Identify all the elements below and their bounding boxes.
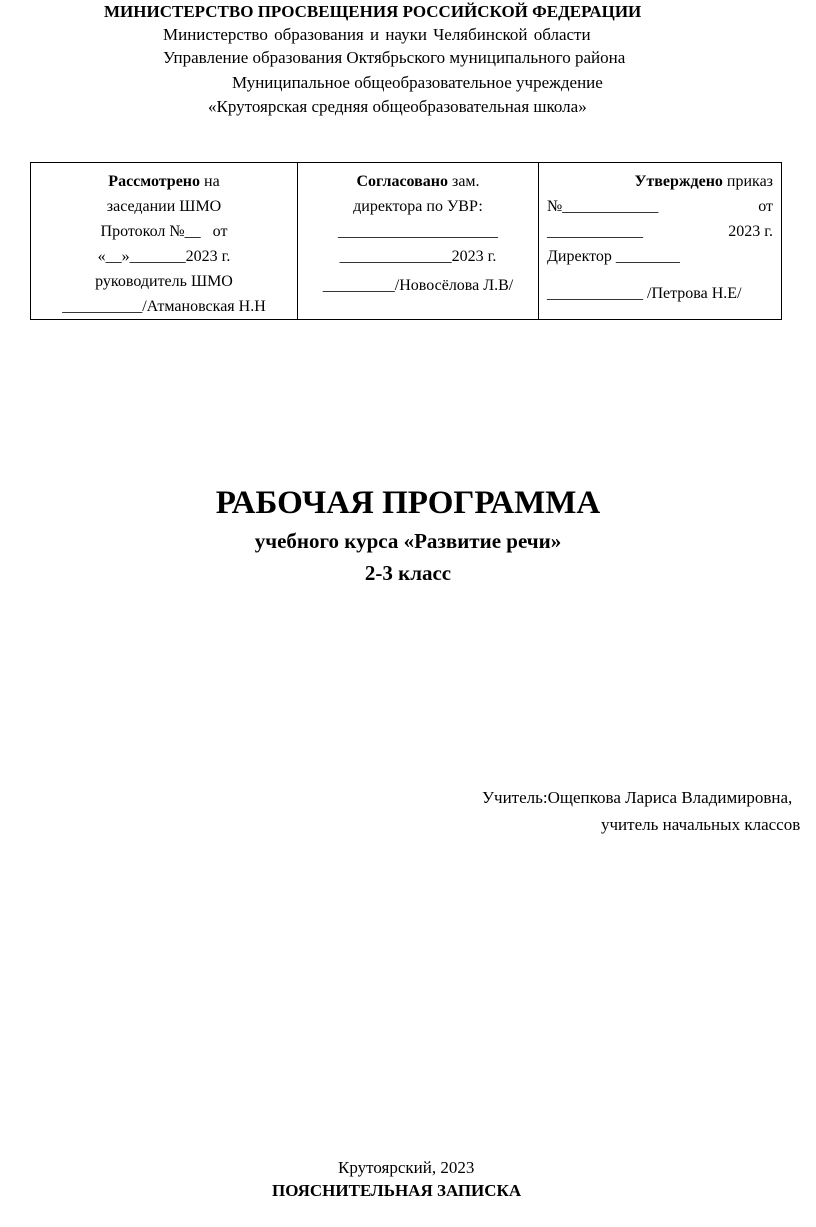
considered-signature: __________/Атмановская Н.Н [62,298,266,315]
approved-director: Директор ________ [547,248,680,265]
approved-order: №____________ от [547,198,773,215]
agreed-cell: Согласовано зам. директора по УВР: ____________________ ______________2023 г. _________/Новосёлова Л.В/ [298,163,539,320]
approved-cell: Утверждено приказ №____________ от ____________ 2023 г. Директор ________ ____________ /Петрова Н.Е/ [539,163,782,320]
ministry-regional: Министерство образования и науки Челябинской области [163,25,591,44]
considered-label: Рассмотрено [108,173,201,190]
approved-date: ____________ 2023 г. [547,223,773,240]
grade-level: 2-3 класс [364,561,452,585]
agreed-label: Согласовано [356,173,448,190]
course-name: учебного курса «Развитие речи» [254,529,562,553]
agreed-position: директора по УВР: [353,198,483,215]
school-name: «Крутоярская средняя общеобразовательная школа» [208,97,587,116]
approved-label: Утверждено [634,173,723,190]
teacher-position: учитель начальных классов [601,815,801,834]
teacher-name: Учитель:Ощепкова Лариса Владимировна, [482,788,793,807]
approval-table [30,162,782,320]
considered-protocol: Протокол №__ от [100,223,228,240]
approved-signature: ____________ /Петрова Н.Е/ [547,285,742,302]
ministry-federal: МИНИСТЕРСТВО ПРОСВЕЩЕНИЯ РОССИЙСКОЙ ФЕДЕРАЦИИ [104,2,642,21]
document-title: РАБОЧАЯ ПРОГРАММА [215,485,601,521]
considered-cell: Рассмотрено на заседании ШМО Протокол №__ от «__»_______2023 г. руководитель ШМО __________/Атмановская Н.Н [31,163,298,320]
institution-type: Муниципальное общеобразовательное учреждение [232,73,603,92]
considered-head: руководитель ШМО [95,273,233,290]
place-year: Крутоярский, 2023 [338,1158,475,1177]
education-department: Управление образования Октябрьского муниципального района [163,48,626,67]
considered-meeting: заседании ШМО [106,198,222,215]
considered-date: «__»_______2023 г. [97,248,231,265]
section-heading: ПОЯСНИТЕЛЬНАЯ ЗАПИСКА [272,1181,522,1200]
agreed-blank: ____________________ [338,223,498,240]
agreed-signature: _________/Новосёлова Л.В/ [322,277,514,294]
agreed-date: ______________2023 г. [339,248,497,265]
